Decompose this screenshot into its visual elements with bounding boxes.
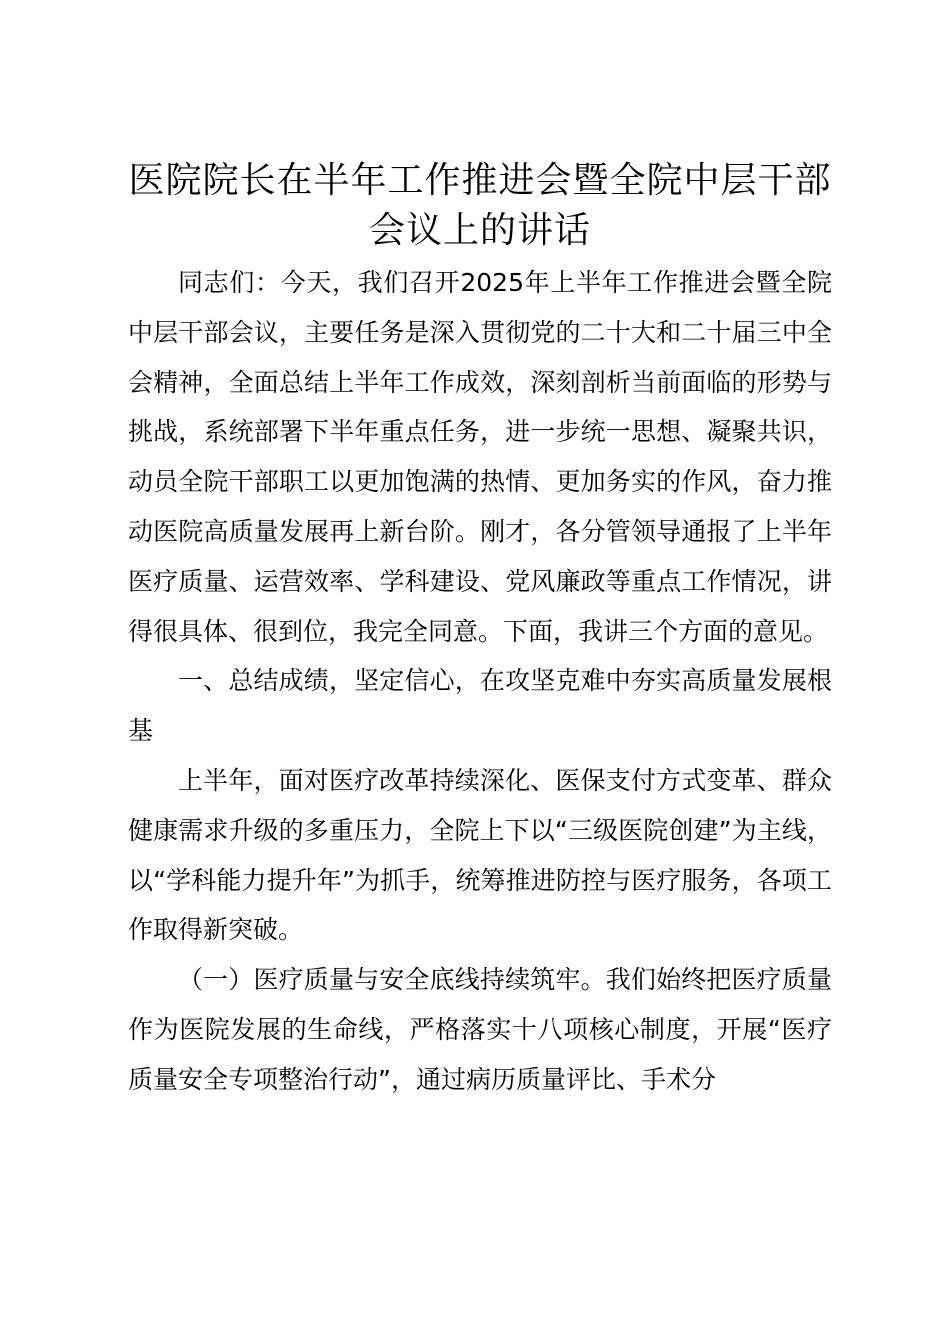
subsection-1-paragraph: （一）医疗质量与安全底线持续筑牢。我们始终把医疗质量作为医院发展的生命线，严格落实十八项核心制度，开展“医疗质量安全专项整治行动”，通过病历质量评比、手术分 (128, 965, 832, 1094)
section-heading-1: 一、总结成绩，坚定信心，在攻坚克难中夯实高质量发展根基 (128, 666, 832, 746)
document-title: 医院院长在半年工作推进会暨全院中层干部会议上的讲话 (128, 160, 832, 251)
opening-paragraph: 同志们：今天，我们召开2025年上半年工作推进会暨全院中层干部会议，主要任务是深入贯彻党的二十大和二十届三中全会精神，全面总结上半年工作成效，深刻剖析当前面临的形势与挑战，系统部署下半年重点任务，进一步统一思想、凝聚共识，动员全院干部职工以更加饱满的热情、更加务实的作风，奋力推动医院高质量发展再上新台阶。刚才，各分管领导通报了上半年医疗质量、运营效率、学科建设、党风廉政等重点工作情况，讲得很具体、很到位，我完全同意。下面，我讲三个方面的意见。 (128, 268, 832, 646)
section-1-paragraph: 上半年，面对医疗改革持续深化、医保支付方式变革、群众健康需求升级的多重压力，全院上下以“三级医院创建”为主线，以“学科能力提升年”为抓手，统筹推进防控与医疗服务，各项工作取得新突破。 (128, 765, 832, 945)
document-body (128, 156, 832, 1105)
